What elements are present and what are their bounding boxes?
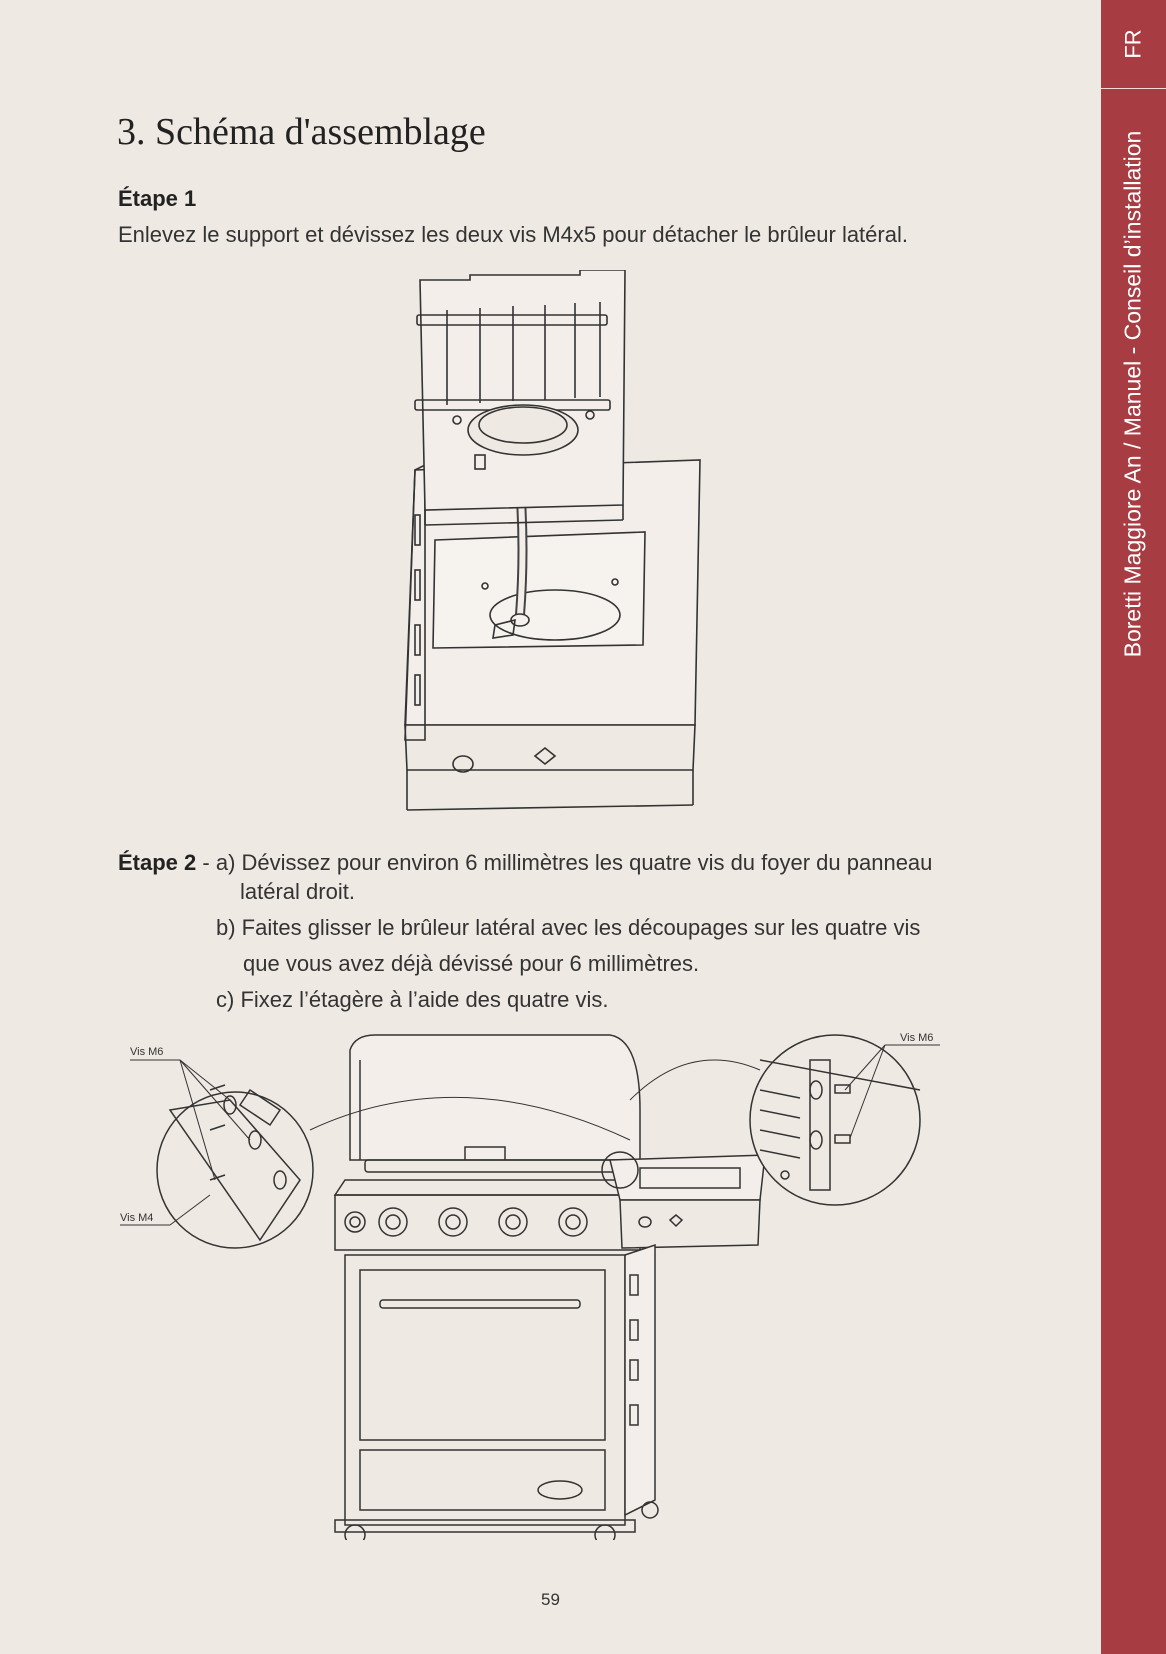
grill-assembly-illustration xyxy=(110,1030,990,1540)
callout-right-top: Vis M6 xyxy=(900,1032,934,1044)
section-title: 3. Schéma d'assemblage xyxy=(117,111,486,153)
page-number: 59 xyxy=(541,1590,560,1609)
side-burner-illustration xyxy=(395,270,715,815)
step2-c-line: c) Fixez l’étagère à l’aide des quatre vis. xyxy=(216,987,609,1012)
callout-left-bottom: Vis M4 xyxy=(120,1212,154,1224)
step2-separator: - xyxy=(196,850,216,875)
sidebar-title-text: Boretti Maggiore An / Manuel - Conseil d’installation xyxy=(1119,130,1146,658)
sidebar-divider xyxy=(1101,88,1166,89)
step2-b-line2: que vous avez déjà dévissé pour 6 millimètres. xyxy=(243,951,700,976)
step1-text: Enlevez le support et dévissez les deux vis M4x5 pour détacher le brûleur latéral. xyxy=(118,222,908,247)
callout-left-top: Vis M6 xyxy=(130,1046,164,1058)
step2-a-line2: latéral droit. xyxy=(240,879,355,904)
step2-b-line1: b) Faites glisser le brûleur latéral avec les découpages sur les quatre vis xyxy=(216,915,921,940)
step1-title: Étape 1 xyxy=(118,186,197,211)
language-label: FR xyxy=(1120,29,1146,59)
language-tab xyxy=(1101,0,1166,88)
step2-a-line1: a) Dévissez pour environ 6 millimètres les quatre vis du foyer du panneau xyxy=(215,850,933,875)
step2-title: Étape 2 xyxy=(118,850,197,875)
